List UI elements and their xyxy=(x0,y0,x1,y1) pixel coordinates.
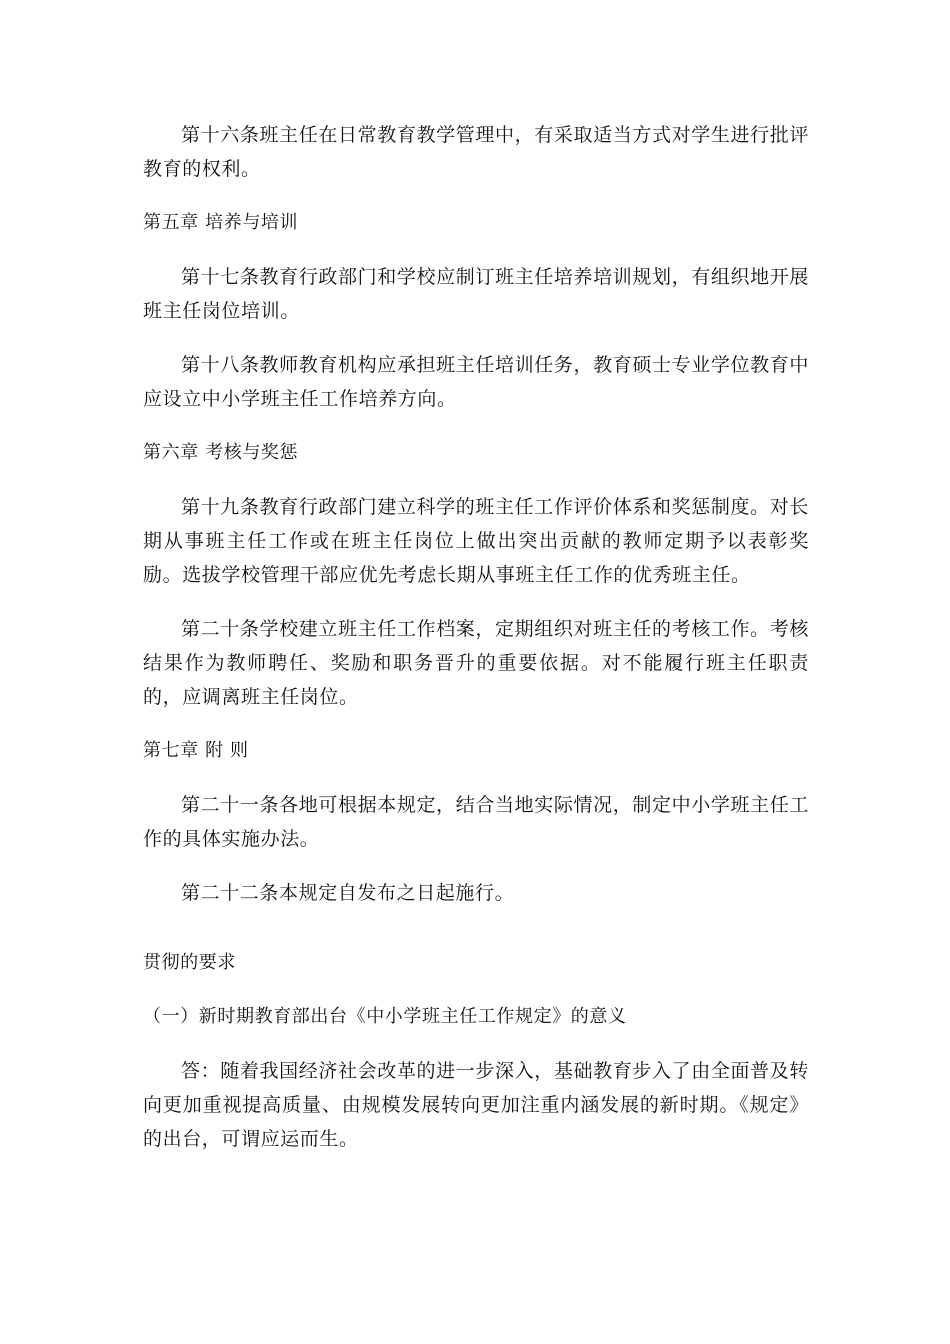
article-17: 第十七条教育行政部门和学校应制订班主任培养培训规划，有组织地开展班主任岗位培训。 xyxy=(143,266,809,322)
answer-paragraph: 答：随着我国经济社会改革的进一步深入，基础教育步入了由全面普及转向更加重视提高质量、由规模发展转向更加注重内涵发展的新时期。《规定》的出台，可谓应运而生。 xyxy=(143,1060,809,1150)
article-18: 第十八条教师教育机构应承担班主任培训任务，教育硕士专业学位教育中应设立中小学班主任工作培养方向。 xyxy=(143,354,809,410)
section-1-heading: （一）新时期教育部出台《中小学班主任工作规定》的意义 xyxy=(143,1006,627,1027)
document-page xyxy=(143,118,809,1156)
article-20: 第二十条学校建立班主任工作档案，定期组织对班主任的考核工作。考核结果作为教师聘任、奖励和职务晋升的重要依据。对不能履行班主任职责的，应调离班主任岗位。 xyxy=(143,618,809,708)
requirements-heading: 贯彻的要求 xyxy=(143,952,236,973)
chapter-5-heading: 第五章 培养与培训 xyxy=(143,212,299,233)
chapter-6-heading: 第六章 考核与奖惩 xyxy=(143,442,299,463)
chapter-7-heading: 第七章 附 则 xyxy=(143,740,249,761)
article-22: 第二十二条本规定自发布之日起施行。 xyxy=(181,882,515,904)
article-19: 第十九条教育行政部门建立科学的班主任工作评价体系和奖惩制度。对长期从事班主任工作或在班主任岗位上做出突出贡献的教师定期予以表彰奖励。选拔学校管理干部应优先考虑长期从事班主任工作的优秀班主任。 xyxy=(143,496,809,586)
article-21: 第二十一条各地可根据本规定，结合当地实际情况，制定中小学班主任工作的具体实施办法。 xyxy=(143,794,809,850)
article-16: 第十六条班主任在日常教育教学管理中，有采取适当方式对学生进行批评教育的权利。 xyxy=(143,124,809,180)
